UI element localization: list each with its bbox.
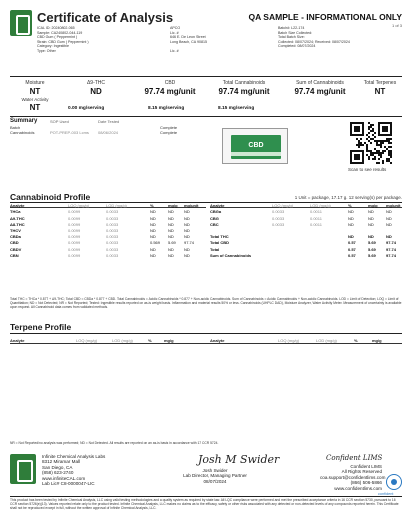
- table-cell: ND: [150, 209, 156, 215]
- signer-info-line: Lab Director, Managing Partner: [183, 473, 247, 479]
- table-cell: 0.0033: [106, 234, 119, 240]
- confident-info-line: (866) 506-5866: [350, 480, 382, 486]
- table-cell: CBD: [10, 240, 19, 246]
- sample-info-line: Strain: CBD Gum ( Peppermint ): [37, 39, 89, 44]
- stat-cbd: CBD 97.74 mg/unit: [144, 80, 196, 96]
- table-cell: ND: [184, 209, 190, 215]
- stat-cbd-serving: 8.15 mg/serving: [148, 106, 185, 111]
- table-header-cell: mg/g: [168, 203, 178, 208]
- summary-col-sop: SOP Used: [50, 119, 69, 124]
- table-cell: ND: [184, 234, 190, 240]
- tp-col-mgg-2: mg/g: [372, 338, 382, 343]
- table-cell: CBC: [210, 221, 219, 227]
- footer: [10, 452, 402, 496]
- table-cell: ND: [368, 215, 374, 221]
- table-cell: ND: [168, 228, 174, 233]
- tp-col-pct-2: %: [354, 338, 358, 343]
- stats-rule: [10, 116, 402, 117]
- signer-info-line: 08/07/2024: [203, 478, 227, 484]
- table-cell: ND: [150, 234, 156, 240]
- table-cell: ND: [150, 228, 156, 233]
- product-image: [222, 128, 288, 164]
- table-row: [10, 216, 206, 221]
- tp-col-analyte: Analyte: [10, 338, 25, 343]
- lab-logo-icon: [10, 10, 32, 36]
- table-header-cell: Analyte: [10, 203, 25, 208]
- table-cell: CBDV: [10, 246, 22, 252]
- table-header-cell: LOD (mg/g): [310, 203, 331, 208]
- client-info-line: Long Beach, CA 90815: [170, 39, 207, 44]
- batch-info-line: Total Batch Size:: [278, 35, 305, 40]
- scan-label: Scan to see results: [348, 167, 387, 172]
- stat-d9-thc: Δ9-THC ND: [86, 80, 106, 96]
- tp-col-lod: LOD (mg/g): [112, 338, 133, 343]
- footer-note: NR = Not Reported/no analysis was performed; ND = Not Detected. All results are reported on an as-is basis in accordance with 17 CCR 5724.: [10, 441, 219, 445]
- lab-address-line: Infinite Chemical Analysis Labs: [42, 454, 106, 459]
- summary-title: Summary: [10, 118, 38, 124]
- stat-total-terpenes: Total Terpenes NT: [363, 80, 397, 96]
- tp-col-lod-2: LOD (mg/g): [316, 338, 337, 343]
- qr-code-icon[interactable]: [350, 122, 392, 164]
- table-cell: 0.0011: [310, 215, 322, 221]
- signature-icon: [180, 452, 290, 466]
- table-cell: 0.0099: [68, 228, 81, 233]
- table-cell: 0.57: [348, 246, 356, 252]
- table-cell: 0.0033: [106, 228, 119, 233]
- table-cell: ND: [168, 209, 174, 215]
- table-cell: Total: [210, 246, 220, 252]
- table-cell: ND: [386, 234, 392, 240]
- table-cell: 97.74: [386, 252, 397, 258]
- table-cell: 0.0033: [106, 215, 119, 221]
- table-row: [10, 228, 206, 233]
- document-title: Certificate of Analysis: [37, 10, 174, 25]
- table-cell: ND: [184, 252, 190, 258]
- sample-info-line: Category: Ingestible: [37, 44, 69, 49]
- client-info-line: 646 E. De Leon Street: [170, 35, 206, 40]
- table-cell: 0.0099: [68, 252, 81, 258]
- table-cell: 5.69: [368, 240, 376, 246]
- product-package: [231, 135, 281, 159]
- table-header-cell: mg/unit: [184, 203, 199, 208]
- qa-title: QA SAMPLE - INFORMATIONAL ONLY: [248, 12, 402, 22]
- table-cell: CBN: [10, 252, 19, 258]
- table-cell: 0.0099: [68, 209, 81, 215]
- table-row: [10, 240, 206, 245]
- table-cell: ND: [168, 252, 174, 258]
- table-cell: 5.69: [368, 246, 376, 252]
- tp-rule: [10, 333, 402, 334]
- table-cell: ND: [150, 246, 156, 252]
- summary-row-status: Complete Complete: [160, 125, 178, 135]
- table-cell: 0.0011: [310, 221, 322, 227]
- table-cell: ND: [184, 246, 190, 252]
- table-cell: ND: [386, 215, 392, 221]
- product-label: CBD: [248, 142, 264, 149]
- batch-info: [278, 26, 350, 49]
- table-cell: 0.0099: [68, 221, 81, 227]
- table-cell: ND: [368, 209, 374, 215]
- table-cell: 0.0033: [106, 221, 119, 227]
- header: [10, 10, 402, 66]
- table-row: [10, 209, 206, 214]
- table-cell: 0.57: [348, 240, 356, 246]
- table-cell: 0.0033: [272, 215, 285, 221]
- signer-info-line: Josh Swider: [202, 468, 228, 473]
- disclaimer: This product has been tested by Infinite Chemical Analysis, LLC using valid testing methodologies and a quality system as required by state law. All LQC compliance were performed and met the prescribed acceptance criteria in 16 CCR section 5730, pursuant to 16 CCR section 5726(e)(13). Values reported relate only to the product tested. Infinite Chemical Analysis, LLC makes no claims as to the efficacy, safety or other risks associated with any detected or non-detected levels of any compounds reported herein. This Certificate shall not be reproduced except in full, without the written approval of Infinite Chemical Analysis, LLC.: [10, 498, 399, 511]
- table-cell: ND: [386, 221, 392, 227]
- table-row: [210, 216, 402, 221]
- table-cell: THCa: [10, 209, 21, 215]
- batch-info-line: Completed: 08/07/2024: [278, 44, 316, 49]
- table-header: [210, 203, 402, 208]
- batch-info-line: Collected: 08/07/2024; Received: 08/07/2024: [278, 39, 350, 44]
- summary-row-sop: POT-PREP-003 Lcms: [50, 129, 89, 135]
- lab-address-line: San Diego, CA: [42, 464, 73, 470]
- table-cell: Sum of Cannabinoids: [210, 252, 252, 258]
- tp-col-analyte-2: Analyte: [210, 338, 225, 343]
- table-cell: Δ9-THC: [10, 215, 25, 221]
- table-cell: CBDa: [10, 234, 21, 240]
- table-cell: ND: [184, 228, 190, 233]
- table-row: [210, 209, 402, 214]
- lab-address: [42, 454, 105, 486]
- table-cell: CBG: [210, 215, 219, 221]
- table-cell: 5.69: [168, 240, 176, 246]
- table-header-cell: LOQ (mg/g): [272, 203, 294, 208]
- client-info-line: APCO: [170, 26, 181, 30]
- table-cell: 97.74: [386, 240, 397, 246]
- cannabinoid-table-left: [10, 203, 206, 263]
- table-row: [210, 222, 402, 227]
- table-row: [210, 228, 402, 233]
- table-cell: ND: [348, 234, 354, 240]
- table-cell: 0.0033: [106, 209, 119, 215]
- stat-d9-thc-serving: 0.00 mg/serving: [68, 106, 105, 111]
- cannabinoid-table-right: [210, 203, 402, 263]
- table-cell: 0.0033: [106, 240, 119, 246]
- cannabinoid-profile-title: Cannabinoid Profile: [10, 192, 91, 202]
- signature-text: Josh M Swider: [198, 453, 280, 466]
- lab-address-line: 8312 Miramar Mall: [42, 459, 81, 465]
- table-header-cell: LOD (mg/g): [106, 203, 127, 208]
- stat-total-cannabinoids: Total Cannabinoids 97.74 mg/unit: [218, 80, 270, 96]
- table-row: [210, 253, 402, 258]
- table-cell: 97.74: [184, 240, 195, 246]
- page-number: 1 of 3: [391, 23, 402, 28]
- table-cell: Δ8-THC: [10, 221, 25, 227]
- table-row: [210, 247, 402, 252]
- table-cell: 0.569: [150, 240, 161, 246]
- header-rule: [10, 76, 402, 77]
- table-header-cell: %: [150, 203, 154, 208]
- batch-info-line: Batch#: L22-174: [278, 26, 305, 30]
- table-row: [210, 234, 402, 239]
- table-cell: Total THC: [210, 234, 229, 240]
- footer-lab-logo-icon: [10, 454, 36, 484]
- sample-info-line: Type: Other: [37, 48, 56, 53]
- table-cell: ND: [386, 209, 392, 215]
- table-header-cell: mg/g: [368, 203, 378, 208]
- table-cell: Total CBD: [210, 240, 230, 246]
- confident-info-line: coa.support@confidentlims.com: [320, 474, 386, 480]
- table-cell: 0.0099: [68, 240, 81, 246]
- table-cell: 97.74: [386, 246, 397, 252]
- table-header: [10, 203, 206, 208]
- table-row: [210, 240, 402, 245]
- table-row: [10, 234, 206, 239]
- signer-info: [160, 468, 270, 484]
- table-row: [10, 253, 206, 258]
- table-cell: ND: [150, 215, 156, 221]
- table-cell: 0.0099: [68, 215, 81, 221]
- table-header-cell: LOQ (mg/g): [68, 203, 90, 208]
- table-cell: 0.0099: [68, 234, 81, 240]
- tp-col-mgg: mg/g: [164, 338, 174, 343]
- table-cell: 0.57: [348, 252, 356, 258]
- unit-note: 1 Unit = package, 17.17 g. 12 serving(s) per package.: [294, 195, 402, 200]
- table-cell: ND: [184, 221, 190, 227]
- table-row: [10, 222, 206, 227]
- lab-address-line: Lab Lic# C8-0000047-LIC: [42, 481, 95, 487]
- table-cell: 0.0033: [272, 221, 285, 227]
- client-info: [170, 26, 207, 54]
- summary-row-test: Batch Cannabinoids: [10, 125, 35, 135]
- stat-total-serving: 8.15 mg/serving: [218, 106, 255, 111]
- batch-info-line: Batch Size Collected:: [278, 30, 313, 35]
- sample-info: [37, 26, 89, 54]
- table-cell: ND: [150, 252, 156, 258]
- table-cell: 0.0033: [106, 252, 119, 258]
- confident-info-line: All Rights Reserved: [341, 469, 382, 475]
- table-cell: 0.0011: [310, 209, 322, 215]
- lab-address-line: www.infiniteCAL.com: [42, 475, 86, 481]
- table-cell: ND: [168, 246, 174, 252]
- lab-address-line: (858) 623-2740: [42, 470, 74, 476]
- table-header-cell: mg/unit: [386, 203, 401, 208]
- table-cell: ND: [348, 215, 354, 221]
- confident-info: [320, 464, 386, 491]
- table-cell: ND: [168, 221, 174, 227]
- confident-logo-icon: [386, 474, 402, 490]
- calculation-notes: Total THC = THCa * 0.877 + Δ9-THC; Total CBD = CBDa * 0.877 + CBD. Total Cannabinoids = Acidic Cannabinoids * 0.877 + Non-acidic Cannabinoids. Sum of Cannabinoids = Acidic Cannabinoids + Non-acidic Cannabinoids. LOD = Limit of Detection; LOQ = Limit of Quantitation; ND = Not Detected; NR = Not Reported; Tested: Ingestible results reported on as-is weight basis. Inflammation and material results 50% or less. Cannabinoids (UHPLC DAD), Moisture Analyzer, Water Activity Meter. Measurement of uncertainty is available upon request. All Cannabinoid data comes from validated methods.: [10, 297, 402, 310]
- table-cell: CBGa: [210, 209, 222, 215]
- table-cell: 5.69: [368, 252, 376, 258]
- client-info-line: Lic. #: [170, 48, 179, 53]
- table-header-cell: %: [348, 203, 352, 208]
- stat-sum-cannabinoids: Sum of Cannabinoids 97.74 mg/unit: [294, 80, 346, 96]
- sample-info-line: Sample: CA240802-044-119: [37, 30, 83, 35]
- table-cell: ND: [168, 215, 174, 221]
- summary-section: [10, 118, 402, 183]
- table-cell: ND: [168, 234, 174, 240]
- sample-info-line: ICAL ID: 20240802-065: [37, 26, 75, 30]
- table-cell: ND: [184, 215, 190, 221]
- table-cell: 0.0099: [68, 246, 81, 252]
- terpene-table-header: [10, 338, 402, 344]
- table-cell: ND: [368, 221, 374, 227]
- summary-stats: [10, 80, 402, 114]
- stat-moisture: Moisture NT Water Activity NT: [21, 80, 49, 112]
- confident-brand: confident: [378, 492, 394, 496]
- table-cell: ND: [348, 209, 354, 215]
- client-info-line: Lic. #: [170, 30, 179, 35]
- table-cell: THCV: [10, 228, 21, 233]
- table-cell: ND: [368, 234, 374, 240]
- tp-col-loq: LOQ (mg/g): [76, 338, 98, 343]
- sample-info-line: CBD Gum ( Peppermint ): [37, 35, 78, 40]
- summary-row-date: 08/06/2024: [98, 129, 119, 135]
- summary-col-date: Date Tested: [98, 119, 120, 124]
- confident-info-line: www.confidentlims.com: [334, 485, 382, 491]
- table-cell: ND: [348, 221, 354, 227]
- tp-col-loq-2: LOQ (mg/g): [278, 338, 300, 343]
- confident-info-line: Confident LIMS: [350, 464, 382, 469]
- table-cell: 0.0033: [272, 209, 285, 215]
- terpene-profile-title: Terpene Profile: [10, 322, 72, 332]
- table-row: [10, 247, 206, 252]
- table-cell: 0.0033: [106, 246, 119, 252]
- table-cell: ND: [150, 221, 156, 227]
- tp-col-pct: %: [148, 338, 152, 343]
- confident-signature: Confident LIMS: [326, 454, 383, 462]
- table-header-cell: Analyte: [210, 203, 225, 208]
- footer-rule: [10, 496, 402, 497]
